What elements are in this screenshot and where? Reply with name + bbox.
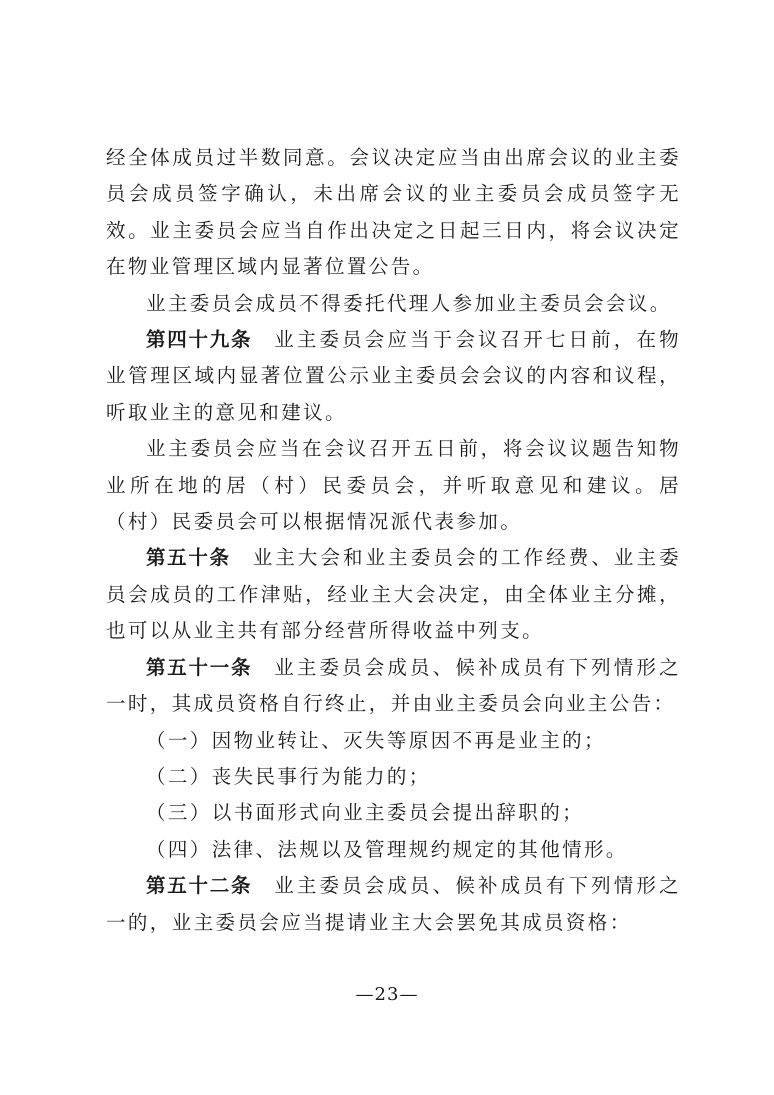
article-number: 第五十一条 — [146, 655, 253, 679]
article-number: 第五十条 — [146, 546, 231, 570]
list-item — [106, 795, 681, 831]
list-item — [106, 832, 681, 868]
paragraph-text: 业主委员会应当在会议召开五日前，将会议议题告知物业所在地的居（村）民委员会，并听取意见和建议。居（村）民委员会可以根据情况派代表参加。 — [106, 437, 681, 534]
article-number: 第四十九条 — [146, 328, 253, 352]
document-body — [106, 140, 681, 941]
paragraph-text: 业主委员会应当于会议召开七日前，在物业管理区域内显著位置公示业主委员会会议的内容和议程，听取业主的意见和建议。 — [106, 328, 681, 424]
paragraph-text: 业主委员会成员不得委托代理人参加业主委员会会议。 — [146, 291, 672, 315]
list-item-text: （三）以书面形式向业主委员会提出辞职的； — [146, 801, 585, 825]
article-number: 第五十二条 — [146, 874, 253, 898]
paragraph-text: 业主委员会成员、候补成员有下列情形之一时，其成员资格自行终止，并由业主委员会向业主公告： — [106, 655, 681, 716]
article-paragraph — [106, 868, 681, 941]
paragraph-text: 业主大会和业主委员会的工作经费、业主委员会成员的工作津贴，经业主大会决定，由全体业主分摊，也可以从业主共有部分经营所得收益中列支。 — [106, 546, 681, 643]
paragraph-text: 经全体成员过半数同意。会议决定应当由出席会议的业主委员会成员签字确认，未出席会议的业主委员会成员签字无效。业主委员会应当自作出决定之日起三日内，将会议决定在物业管理区域内显著位置公告。 — [106, 146, 681, 279]
article-paragraph — [106, 540, 681, 649]
article-paragraph — [106, 650, 681, 723]
paragraph-continuation — [106, 140, 681, 286]
paragraph — [106, 286, 681, 322]
list-item-text: （二）丧失民事行为能力的； — [146, 764, 431, 788]
list-item-text: （四）法律、法规以及管理规约规定的其他情形。 — [146, 837, 628, 861]
list-item — [106, 723, 681, 759]
paragraph-text: 业主委员会成员、候补成员有下列情形之一的，业主委员会应当提请业主大会罢免其成员资格： — [106, 874, 681, 934]
article-paragraph — [106, 322, 681, 431]
paragraph — [106, 431, 681, 540]
list-item-text: （一）因物业转让、灭失等原因不再是业主的； — [146, 728, 606, 752]
page-number: —23— — [355, 984, 419, 1005]
list-item — [106, 759, 681, 795]
